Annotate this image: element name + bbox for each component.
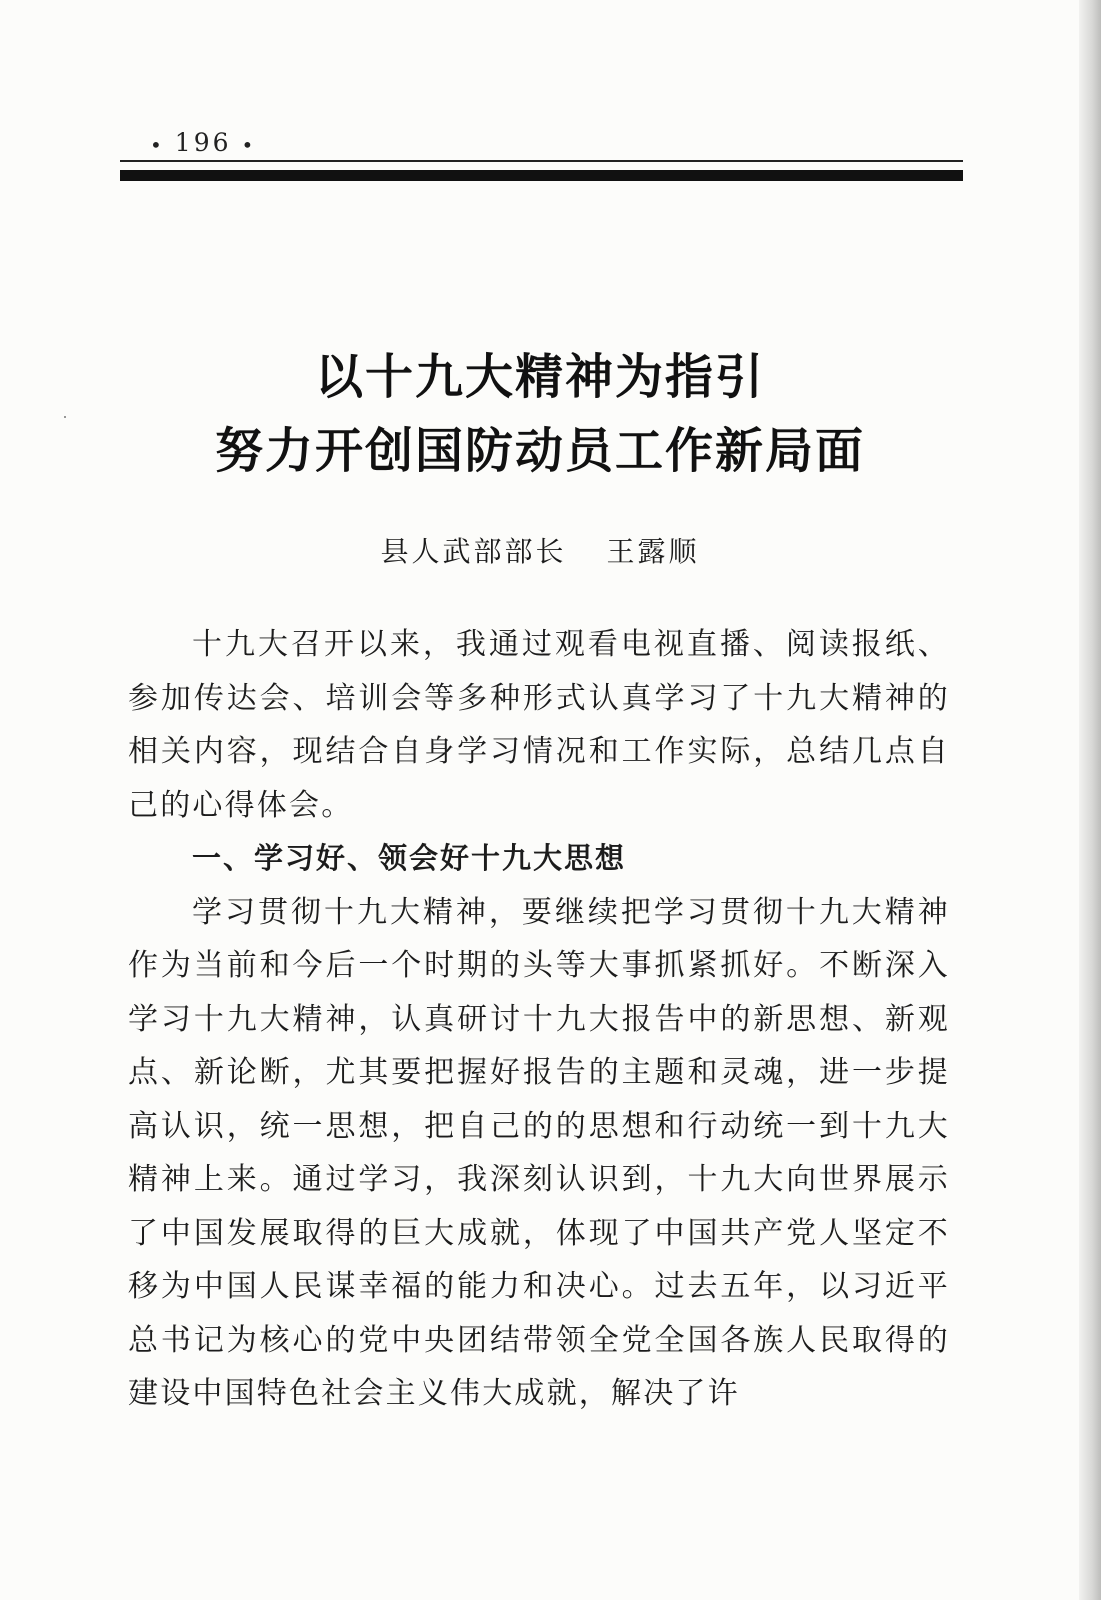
page-number xyxy=(140,128,266,157)
header-rule-thin xyxy=(120,160,963,162)
article-title-line1: 以十九大精神为指引 xyxy=(314,349,765,405)
section-heading: 一、学习好、领会好十九大思想 xyxy=(192,841,627,875)
author-byline xyxy=(0,530,1080,570)
article-title-line2: 努力开创国防动员工作新局面 xyxy=(214,423,865,479)
page-edge-shadow xyxy=(1079,0,1101,1600)
header-rule-thick xyxy=(120,170,963,181)
author-role: 县人武部部长 xyxy=(380,535,567,568)
page-number-dot-left: • xyxy=(150,132,165,157)
intro-paragraph: 十九大召开以来，我通过观看电视直播、阅读报纸、参加传达会、培训会等多种形式认真学习了十九大精神的相关内容，现结合自身学习情况和工作实际，总结几点自己的心得体会。 xyxy=(128,627,950,823)
page-number-dot-right: • xyxy=(241,132,257,157)
author-name: 王露顺 xyxy=(606,535,700,568)
section-paragraph: 学习贯彻十九大精神，要继续把学习贯彻十九大精神作为当前和今后一个时期的头等大事抓紧抓好。不断深入学习十九大精神，认真研讨十九大报告中的新思想、新观点、新论断，尤其要把握好报告的主题和灵魂，进一步提高认识，统一思想，把自己的的思想和行动统一到十九大精神上来。通过学习，我深刻认识到，十九大向世界展示了中国发展取得的巨大成就，体现了中国共产党人坚定不移为中国人民谋幸福的能力和决心。过去五年，以习近平总书记为核心的党中央团结带领全党全国各族人民取得的建设中国特色社会主义伟大成就，解决了许 xyxy=(128,894,950,1411)
article-body xyxy=(128,618,950,1421)
page-number-value: 196 xyxy=(174,128,232,157)
